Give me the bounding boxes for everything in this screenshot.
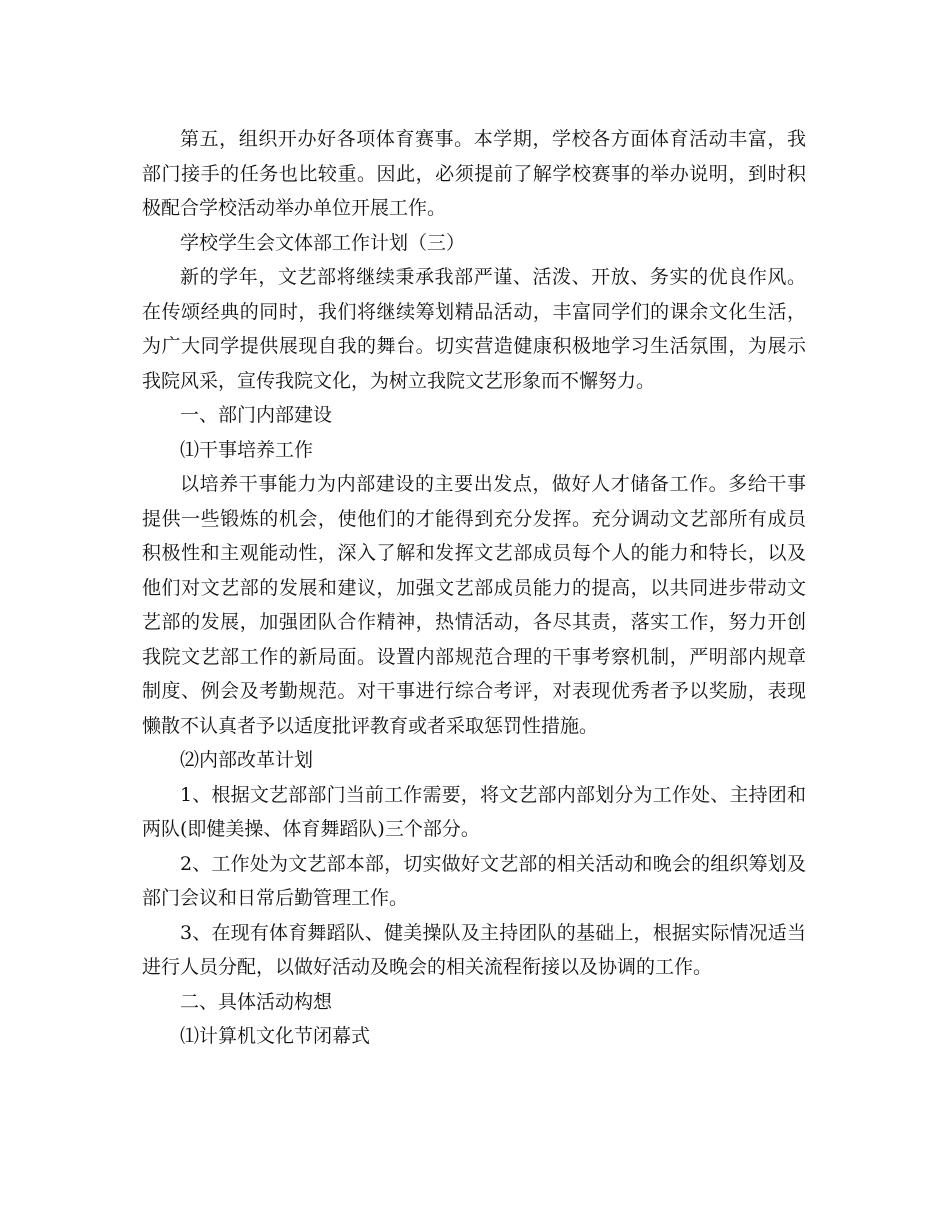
list-item-reform-2: 2、工作处为文艺部本部，切实做好文艺部的相关活动和晚会的组织筹划及部门会议和日常后勤管理工作。	[142, 852, 806, 909]
subheading-internal-reform: ⑵内部改革计划	[180, 749, 314, 771]
subheading-closing-ceremony: ⑴计算机文化节闭幕式	[180, 1025, 371, 1047]
paragraph-staff-training: 以培养干事能力为内部建设的主要出发点，做好人才储备工作。多给干事提供一些锻炼的机会，使他们的才能得到充分发挥。充分调动文艺部所有成员积极性和主观能动性，深入了解和发挥文艺部成员每个人的能力和特长，以及他们对文艺部的发展和建议，加强文艺部成员能力的提高，以共同进步带动文艺部的发展，加强团队合作精神，热情活动，各尽其责，落实工作，努力开创我院文艺部工作的新局面。设置内部规范合理的干事考察机制，严明部内规章制度、例会及考勤规范。对干事进行综合考评，对表现优秀者予以奖励，表现懒散不认真者予以适度批评教育或者采取惩罚性措施。	[142, 473, 806, 737]
paragraph-sports-events: 第五，组织开办好各项体育赛事。本学期，学校各方面体育活动丰富，我部门接手的任务也比较重。因此，必须提前了解学校赛事的举办说明，到时积极配合学校活动举办单位开展工作。	[142, 128, 806, 219]
subheading-staff-training: ⑴干事培养工作	[180, 438, 314, 461]
list-item-reform-3: 3、在现有体育舞蹈队、健美操队及主持团队的基础上，根据实际情况适当进行人员分配，以做好活动及晚会的相关流程衔接以及协调的工作。	[142, 921, 806, 978]
heading-activity-ideas: 二、具体活动构想	[180, 990, 333, 1013]
section-title-plan-three: 学校学生会文体部工作计划（三）	[180, 231, 466, 254]
heading-internal-construction: 一、部门内部建设	[180, 404, 333, 426]
document-page	[142, 122, 806, 1054]
list-item-reform-1: 1、根据文艺部部门当前工作需要，将文艺部内部划分为工作处、主持团和两队(即健美操、体育舞蹈队)三个部分。	[142, 783, 806, 840]
paragraph-intro: 新的学年，文艺部将继续秉承我部严谨、活泼、开放、务实的优良作风。在传颂经典的同时，我们将继续筹划精品活动，丰富同学们的课余文化生活，为广大同学提供展现自我的舞台。切实营造健康积极地学习生活氛围，为展示我院风采，宣传我院文化，为树立我院文艺形象而不懈努力。	[142, 266, 806, 392]
